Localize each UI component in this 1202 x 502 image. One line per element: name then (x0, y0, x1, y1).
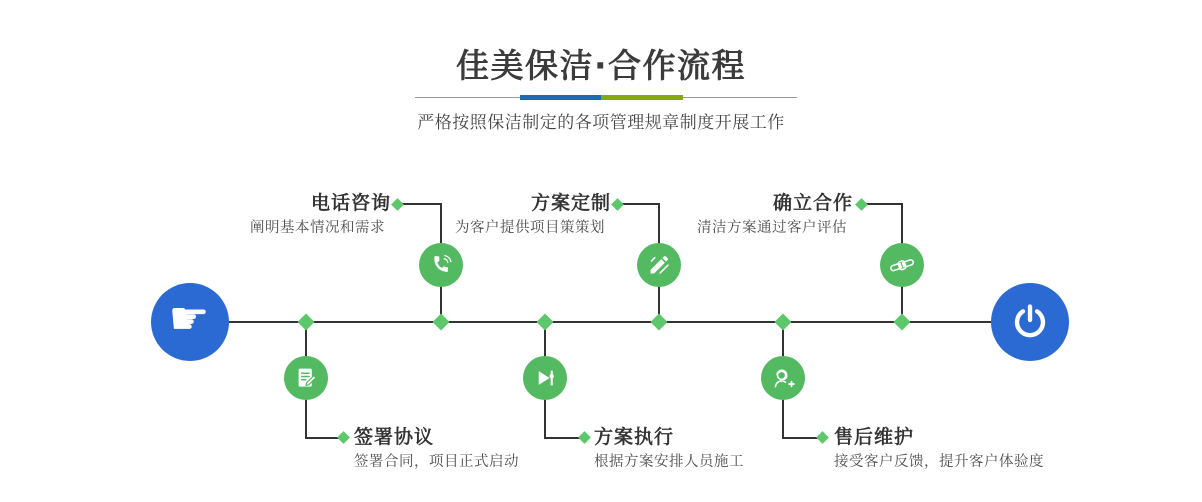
label-bullet-diamond (816, 431, 829, 444)
handshake-icon (888, 251, 916, 279)
timeline-end-node (991, 283, 1069, 361)
step-node-headset (761, 356, 805, 400)
divider-accent-green (601, 95, 683, 100)
label-bullet-diamond (578, 431, 591, 444)
step-node-pencil (637, 243, 681, 287)
step-title: 售后维护 (834, 426, 915, 448)
step-plan-customize (455, 192, 611, 238)
step-desc: 为客户提供项目策策划 (455, 220, 605, 236)
step-desc: 接受客户反馈，提升客户体验度 (834, 454, 1044, 470)
step-title: 方案执行 (594, 426, 675, 448)
step-establish-cooperation (697, 192, 853, 238)
step-title: 方案定制 (530, 192, 611, 214)
step-node-handshake (880, 243, 924, 287)
step-node-contract (284, 356, 328, 400)
headset-icon (770, 365, 797, 392)
step-desc: 清洁方案通过客户评估 (697, 220, 847, 236)
contract-icon (293, 365, 319, 391)
step-node-phone (419, 243, 463, 287)
pointing-hand-icon: ☛ (168, 291, 210, 345)
label-bullet-diamond (337, 431, 350, 444)
step-desc: 根据方案安排人员施工 (594, 454, 744, 470)
axis-node-diamond (433, 314, 450, 331)
axis-node-diamond (651, 314, 668, 331)
axis-node-diamond (298, 314, 315, 331)
step-title: 签署协议 (354, 426, 435, 448)
play-icon (532, 365, 558, 391)
axis-node-diamond (775, 314, 792, 331)
label-bullet-diamond (611, 198, 624, 211)
axis-node-diamond (537, 314, 554, 331)
page-subtitle: 严格按照保洁制定的各项管理规章制度开展工作 (417, 113, 785, 133)
page-title: 佳美保洁·合作流程 (455, 46, 747, 85)
phone-icon (428, 252, 454, 278)
divider-accent-blue (520, 95, 601, 100)
pencil-icon (646, 252, 672, 278)
step-phone-consult (250, 192, 391, 238)
power-icon (1009, 301, 1051, 343)
label-bullet-diamond (855, 198, 868, 211)
step-sign-agreement (354, 426, 519, 472)
timeline-start-node (151, 283, 229, 361)
step-node-play (523, 356, 567, 400)
step-desc: 阐明基本情况和需求 (250, 220, 385, 236)
label-bullet-diamond (391, 198, 404, 211)
step-desc: 签署合同，项目正式启动 (354, 454, 519, 470)
step-aftersales-maintenance (834, 426, 1044, 472)
axis-node-diamond (894, 314, 911, 331)
step-title: 电话咨询 (310, 192, 391, 214)
step-title: 确立合作 (772, 192, 853, 214)
step-plan-execution (594, 426, 744, 472)
